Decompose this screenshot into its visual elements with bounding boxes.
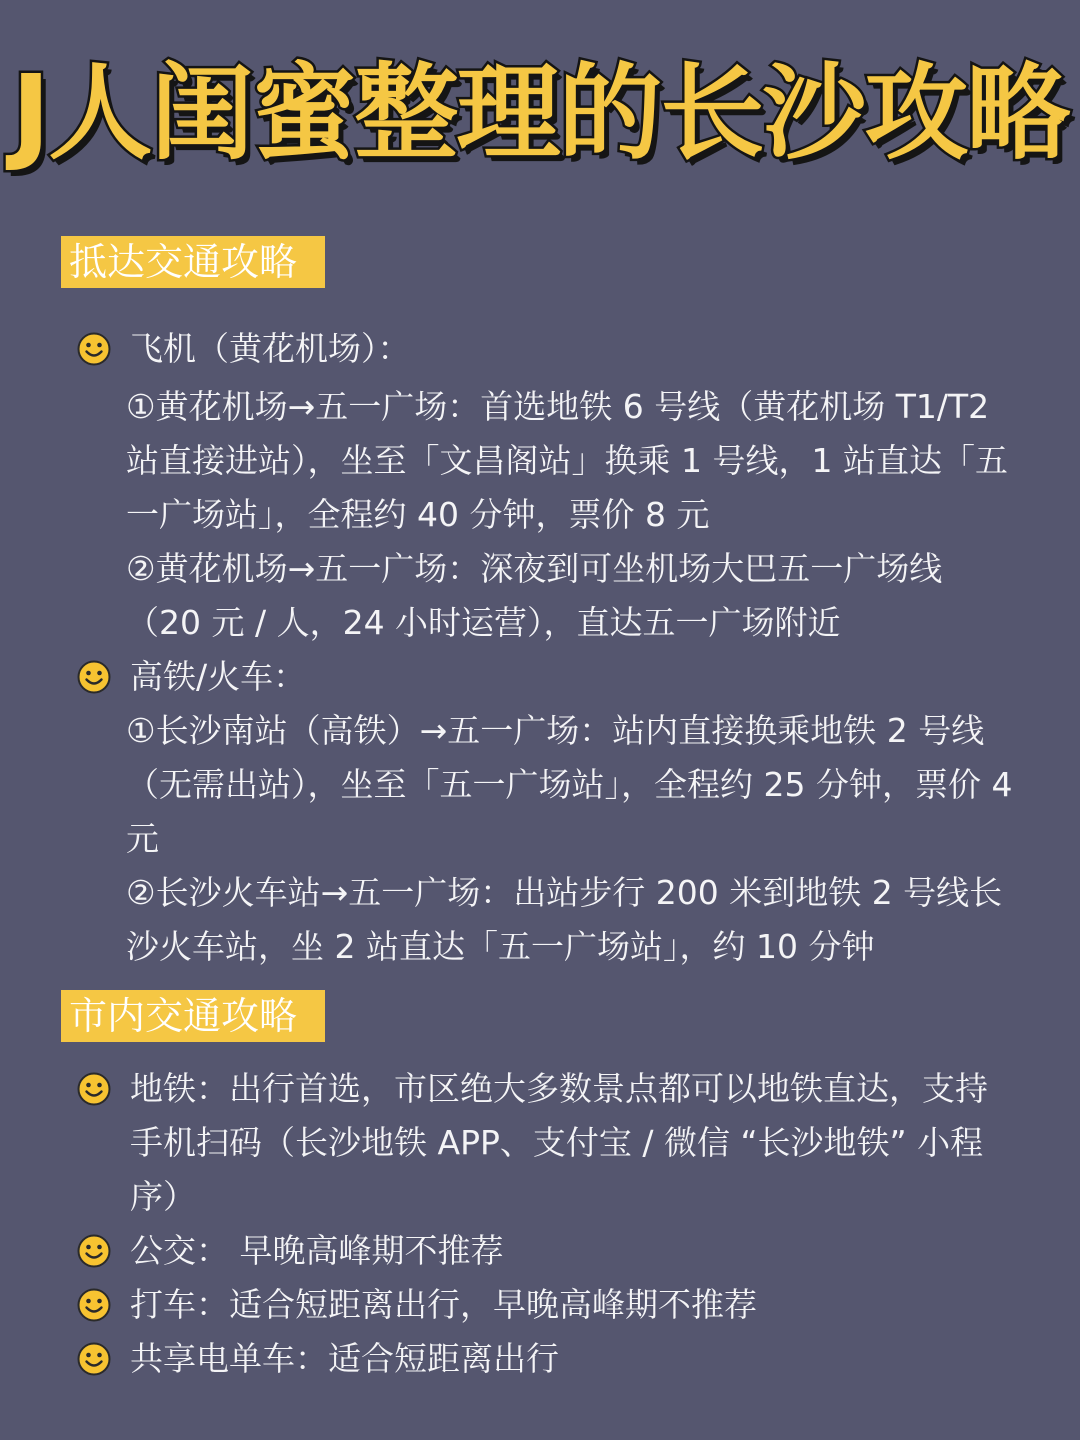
list-item-taxi <box>0 1278 1080 1332</box>
list-item-text: 高铁/火车： <box>130 657 307 696</box>
list-subitem: ①黄花机场→五一广场：首选地铁 6 号线（黄花机场 T1/T2 站直接进站），坐至「文昌阁站」换乘 1 号线，1 站直达「五一广场站」，全程约 40 分钟，票价 8 元 <box>126 387 1008 534</box>
smiley-face-icon <box>77 1072 111 1106</box>
list-item-text: 共享电单车：适合短距离出行 <box>130 1339 559 1378</box>
list-item-metro <box>0 1062 1080 1224</box>
list-subitem: ①长沙南站（高铁）→五一广场：站内直接换乘地铁 2 号线（无需出站），坐至「五一广场站」，全程约 25 分钟，票价 4 元 <box>126 711 1013 858</box>
list-item-bus <box>0 1224 1080 1278</box>
smiley-face-icon <box>77 332 111 366</box>
list-subitem: ②长沙火车站→五一广场：出站步行 200 米到地铁 2 号线长沙火车站，坐 2 站直达「五一广场站」，约 10 分钟 <box>126 873 1003 966</box>
list-subitem: ②黄花机场→五一广场：深夜到可坐机场大巴五一广场线（20 元 / 人，24 小时运营），直达五一广场附近 <box>126 549 943 642</box>
section-arrival-content <box>0 322 1080 974</box>
list-item-train <box>0 650 1080 704</box>
section-label-arrival: 抵达交通攻略 <box>61 236 325 288</box>
smiley-face-icon <box>77 1288 111 1322</box>
list-item-text: 打车：适合短距离出行，早晚高峰期不推荐 <box>130 1285 757 1324</box>
list-item-plane <box>0 322 1080 376</box>
list-item-ebike <box>0 1332 1080 1386</box>
page-title: J人闺蜜整理的长沙攻略 <box>11 52 1069 174</box>
list-item-text: 公交： 早晚高峰期不推荐 <box>130 1231 504 1270</box>
section-city-content <box>0 1062 1080 1386</box>
smiley-face-icon <box>77 1234 111 1268</box>
smiley-face-icon <box>77 660 111 694</box>
list-item-text: 地铁：出行首选，市区绝大多数景点都可以地铁直达，支持手机扫码（长沙地铁 APP、支付宝 / 微信 “长沙地铁” 小程序） <box>130 1069 988 1216</box>
list-item-text: 飞机（黄花机场）： <box>130 329 411 368</box>
section-label-city: 市内交通攻略 <box>61 990 325 1042</box>
smiley-face-icon <box>77 1342 111 1376</box>
